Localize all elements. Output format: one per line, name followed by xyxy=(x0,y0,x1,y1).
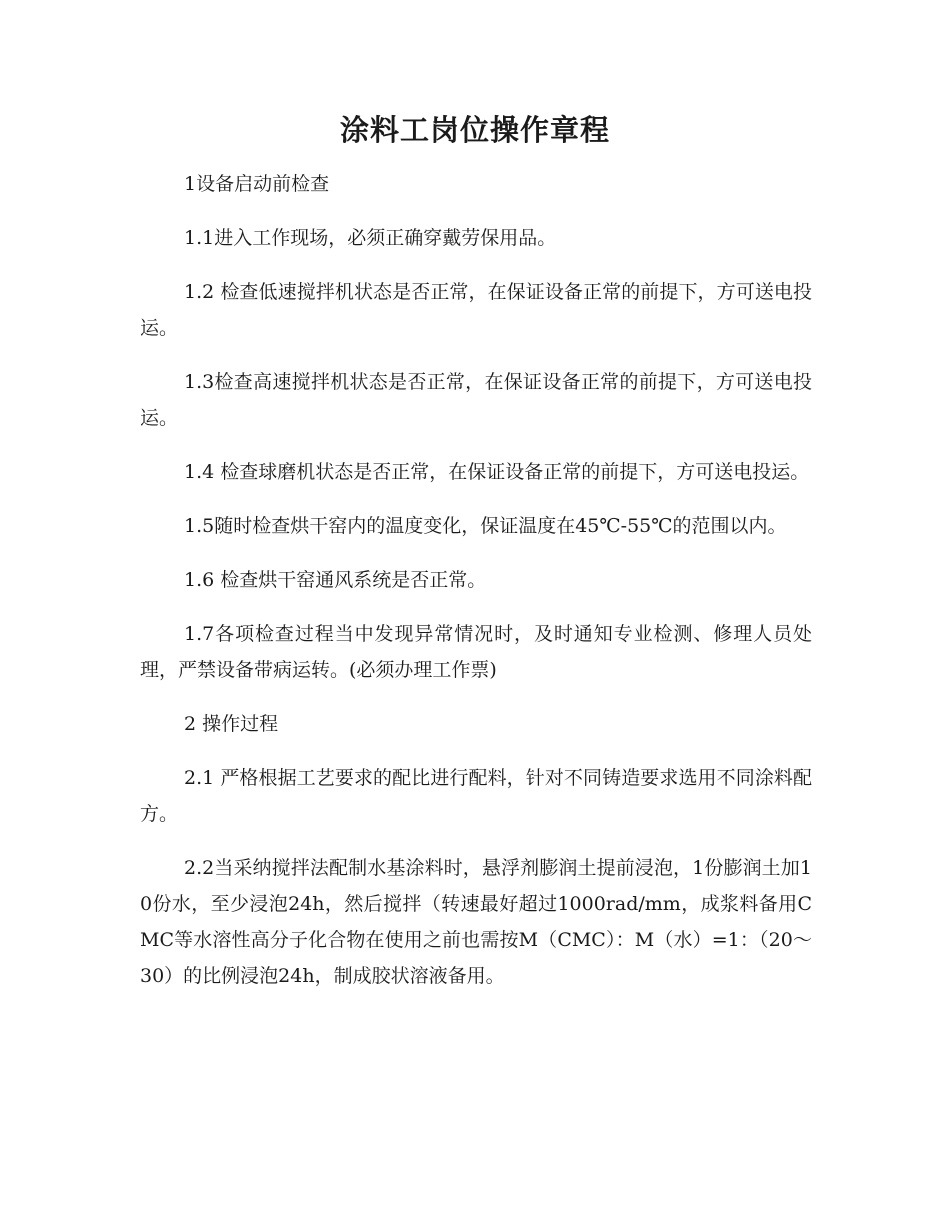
paragraph: 1.1进入工作现场，必须正确穿戴劳保用品。 xyxy=(184,227,557,249)
paragraph: 1.5随时检查烘干窑内的温度变化，保证温度在45℃-55℃的范围以内。 xyxy=(184,515,787,537)
paragraph: 1.6 检查烘干窑通风系统是否正常。 xyxy=(184,569,487,591)
paragraph: 1.3检查高速搅拌机状态是否正常，在保证设备正常的前提下，方可送电投运。 xyxy=(140,371,812,429)
section-heading: 2 操作过程 xyxy=(184,713,279,735)
paragraph: 1.4 检查球磨机状态是否正常，在保证设备正常的前提下，方可送电投运。 xyxy=(184,461,810,483)
paragraph: 1.2 检查低速搅拌机状态是否正常，在保证设备正常的前提下，方可送电投运。 xyxy=(140,281,812,339)
paragraph: 2.2当采纳搅拌法配制水基涂料时，悬浮剂膨润土提前浸泡，1份膨润土加10份水，至少浸泡24h，然后搅拌（转速最好超过1000rad/mm，成浆料备用CMC等水溶性高分子化合物在使用之前也需按M（CMC）：M（水）=1：（20～30）的比例浸泡24h，制成胶状溶液备用。 xyxy=(140,857,812,987)
document-body xyxy=(140,166,812,1012)
paragraph: 1.7各项检查过程当中发现异常情况时，及时通知专业检测、修理人员处理，严禁设备带病运转。(必须办理工作票) xyxy=(140,623,812,681)
paragraph: 2.1 严格根据工艺要求的配比进行配料，针对不同铸造要求选用不同涂料配方。 xyxy=(140,767,812,825)
section-heading: 1设备启动前检查 xyxy=(184,173,330,195)
document-title: 涂料工岗位操作章程 xyxy=(339,113,610,147)
